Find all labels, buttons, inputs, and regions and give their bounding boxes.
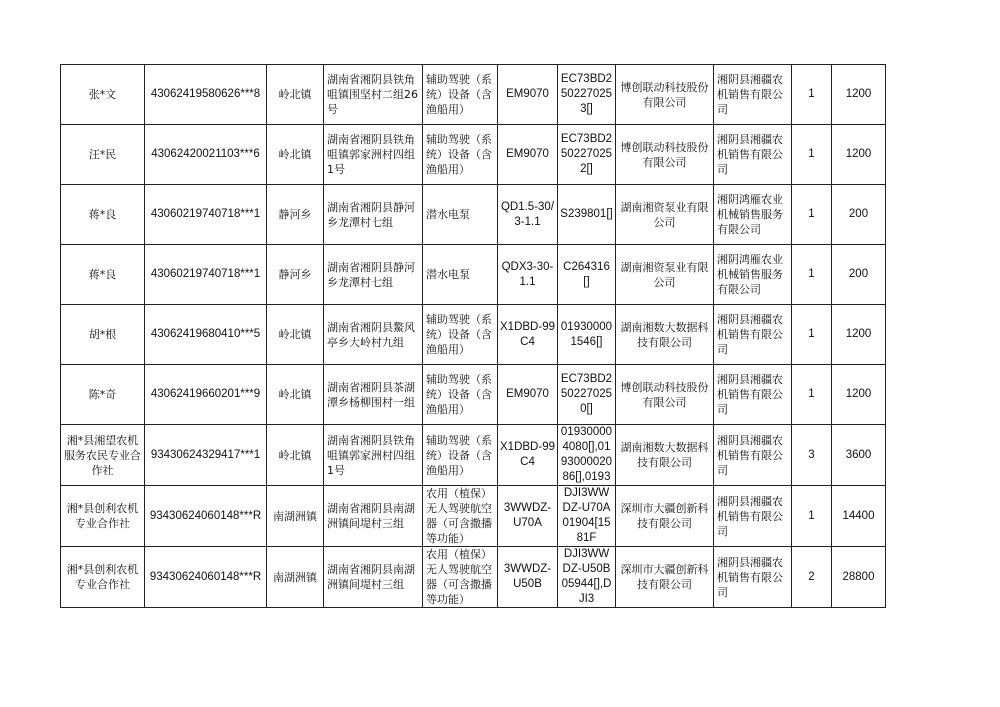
cell-id-number: 43062420021103***6	[145, 125, 267, 185]
cell-serial: DJI3WWDZ-U50B05944[],DJI3	[558, 547, 616, 608]
cell-address: 湖南省湘阴县南湖洲镇间堤村三组	[324, 486, 423, 547]
cell-dealer: 湘阴县湘疆农机销售有限公司	[714, 365, 792, 425]
cell-serial: EC73BD2502270250[]	[558, 365, 616, 425]
cell-serial: 019300004080[],019300002086[],0193	[558, 425, 616, 486]
cell-model: EM9070	[498, 365, 558, 425]
cell-id-number: 43062419660201***9	[145, 365, 267, 425]
cell-subsidy: 1200	[832, 65, 886, 125]
cell-town: 岭北镇	[267, 125, 324, 185]
cell-quantity: 1	[792, 245, 832, 305]
cell-quantity: 1	[792, 65, 832, 125]
cell-model: X1DBD-99C4	[498, 425, 558, 486]
cell-subsidy: 200	[832, 185, 886, 245]
cell-serial: 019300001546[]	[558, 305, 616, 365]
table-row	[61, 486, 886, 547]
cell-manufacturer: 博创联动科技股份有限公司	[616, 65, 714, 125]
cell-name: 湘*县创利农机专业合作社	[61, 547, 145, 608]
cell-dealer: 湘阴县湘疆农机销售有限公司	[714, 486, 792, 547]
cell-manufacturer: 深圳市大疆创新科技有限公司	[616, 547, 714, 608]
cell-name: 蒋*良	[61, 185, 145, 245]
cell-category: 辅助驾驶（系统）设备（含渔船用）	[423, 425, 498, 486]
cell-model: 3WWDZ-U70A	[498, 486, 558, 547]
cell-category: 辅助驾驶（系统）设备（含渔船用）	[423, 125, 498, 185]
cell-category: 农用（植保）无人驾驶航空器（可含撒播等功能）	[423, 486, 498, 547]
cell-category: 辅助驾驶（系统）设备（含渔船用）	[423, 305, 498, 365]
cell-town: 岭北镇	[267, 305, 324, 365]
cell-model: X1DBD-99C4	[498, 305, 558, 365]
cell-category: 辅助驾驶（系统）设备（含渔船用）	[423, 365, 498, 425]
cell-name: 湘*县创利农机专业合作社	[61, 486, 145, 547]
cell-dealer: 湘阴县湘疆农机销售有限公司	[714, 65, 792, 125]
cell-name: 汪*民	[61, 125, 145, 185]
cell-address: 湖南省湘阴县静河乡龙潭村七组	[324, 185, 423, 245]
cell-id-number: 43060219740718***1	[145, 185, 267, 245]
cell-model: 3WWDZ-U50B	[498, 547, 558, 608]
cell-model: EM9070	[498, 125, 558, 185]
cell-id-number: 43062419680410***5	[145, 305, 267, 365]
cell-subsidy: 1200	[832, 365, 886, 425]
cell-manufacturer: 博创联动科技股份有限公司	[616, 365, 714, 425]
cell-town: 静河乡	[267, 245, 324, 305]
cell-town: 静河乡	[267, 185, 324, 245]
cell-quantity: 1	[792, 486, 832, 547]
cell-manufacturer: 湖南湘资泵业有限公司	[616, 185, 714, 245]
table-row	[61, 425, 886, 486]
cell-subsidy: 3600	[832, 425, 886, 486]
cell-model: EM9070	[498, 65, 558, 125]
cell-address: 湖南省湘阴县静河乡龙潭村七组	[324, 245, 423, 305]
cell-serial: S239801[]	[558, 185, 616, 245]
cell-id-number: 43062419580626***8	[145, 65, 267, 125]
cell-name: 胡*根	[61, 305, 145, 365]
cell-subsidy: 1200	[832, 305, 886, 365]
cell-id-number: 93430624329417***1	[145, 425, 267, 486]
cell-dealer: 湘阴鸿雁农业机械销售服务有限公司	[714, 245, 792, 305]
cell-name: 张*文	[61, 65, 145, 125]
cell-id-number: 93430624060148***R	[145, 486, 267, 547]
cell-manufacturer: 湖南湘资泵业有限公司	[616, 245, 714, 305]
cell-manufacturer: 深圳市大疆创新科技有限公司	[616, 486, 714, 547]
cell-serial: C264316[]	[558, 245, 616, 305]
table-row	[61, 305, 886, 365]
cell-manufacturer: 博创联动科技股份有限公司	[616, 125, 714, 185]
cell-quantity: 1	[792, 305, 832, 365]
table-row	[61, 185, 886, 245]
cell-name: 蒋*良	[61, 245, 145, 305]
cell-category: 潜水电泵	[423, 185, 498, 245]
cell-dealer: 湘阴县湘疆农机销售有限公司	[714, 125, 792, 185]
cell-name: 湘*县湘望农机服务农民专业合作社	[61, 425, 145, 486]
cell-dealer: 湘阴鸿雁农业机械销售服务有限公司	[714, 185, 792, 245]
cell-manufacturer: 湖南湘数大数据科技有限公司	[616, 305, 714, 365]
cell-serial: EC73BD2502270252[]	[558, 125, 616, 185]
cell-dealer: 湘阴县湘疆农机销售有限公司	[714, 547, 792, 608]
cell-town: 岭北镇	[267, 65, 324, 125]
cell-town: 岭北镇	[267, 425, 324, 486]
cell-address: 湖南省湘阴县铁角咀镇郭家洲村四组1号	[324, 125, 423, 185]
subsidy-records-table	[60, 64, 886, 608]
cell-address: 湖南省湘阴县铁角咀镇郭家洲村四组1号	[324, 425, 423, 486]
cell-category: 农用（植保）无人驾驶航空器（可含撒播等功能）	[423, 547, 498, 608]
cell-subsidy: 14400	[832, 486, 886, 547]
cell-quantity: 3	[792, 425, 832, 486]
table-row	[61, 245, 886, 305]
table-row	[61, 65, 886, 125]
cell-subsidy: 28800	[832, 547, 886, 608]
cell-quantity: 2	[792, 547, 832, 608]
cell-quantity: 1	[792, 365, 832, 425]
cell-dealer: 湘阴县湘疆农机销售有限公司	[714, 425, 792, 486]
cell-town: 岭北镇	[267, 365, 324, 425]
cell-id-number: 43060219740718***1	[145, 245, 267, 305]
cell-id-number: 93430624060148***R	[145, 547, 267, 608]
cell-serial: DJI3WWDZ-U70A01904[1581F	[558, 486, 616, 547]
cell-manufacturer: 湖南湘数大数据科技有限公司	[616, 425, 714, 486]
table-body	[61, 65, 886, 608]
cell-model: QDX3-30-1.1	[498, 245, 558, 305]
table-row	[61, 547, 886, 608]
cell-name: 陈*奇	[61, 365, 145, 425]
cell-address: 湖南省湘阴县鰲风亭乡大岭村九组	[324, 305, 423, 365]
cell-address: 湖南省湘阴县铁角咀镇围坚村二组26号	[324, 65, 423, 125]
cell-town: 南湖洲镇	[267, 486, 324, 547]
cell-address: 湖南省湘阴县南湖洲镇间堤村三组	[324, 547, 423, 608]
table-row	[61, 365, 886, 425]
cell-subsidy: 1200	[832, 125, 886, 185]
cell-town: 南湖洲镇	[267, 547, 324, 608]
cell-dealer: 湘阴县湘疆农机销售有限公司	[714, 305, 792, 365]
cell-category: 潜水电泵	[423, 245, 498, 305]
cell-serial: EC73BD2502270253[]	[558, 65, 616, 125]
cell-quantity: 1	[792, 125, 832, 185]
cell-quantity: 1	[792, 185, 832, 245]
cell-model: QD1.5-30/3-1.1	[498, 185, 558, 245]
cell-address: 湖南省湘阴县茶湖潭乡杨柳围村一组	[324, 365, 423, 425]
cell-subsidy: 200	[832, 245, 886, 305]
table-row	[61, 125, 886, 185]
cell-category: 辅助驾驶（系统）设备（含渔船用）	[423, 65, 498, 125]
